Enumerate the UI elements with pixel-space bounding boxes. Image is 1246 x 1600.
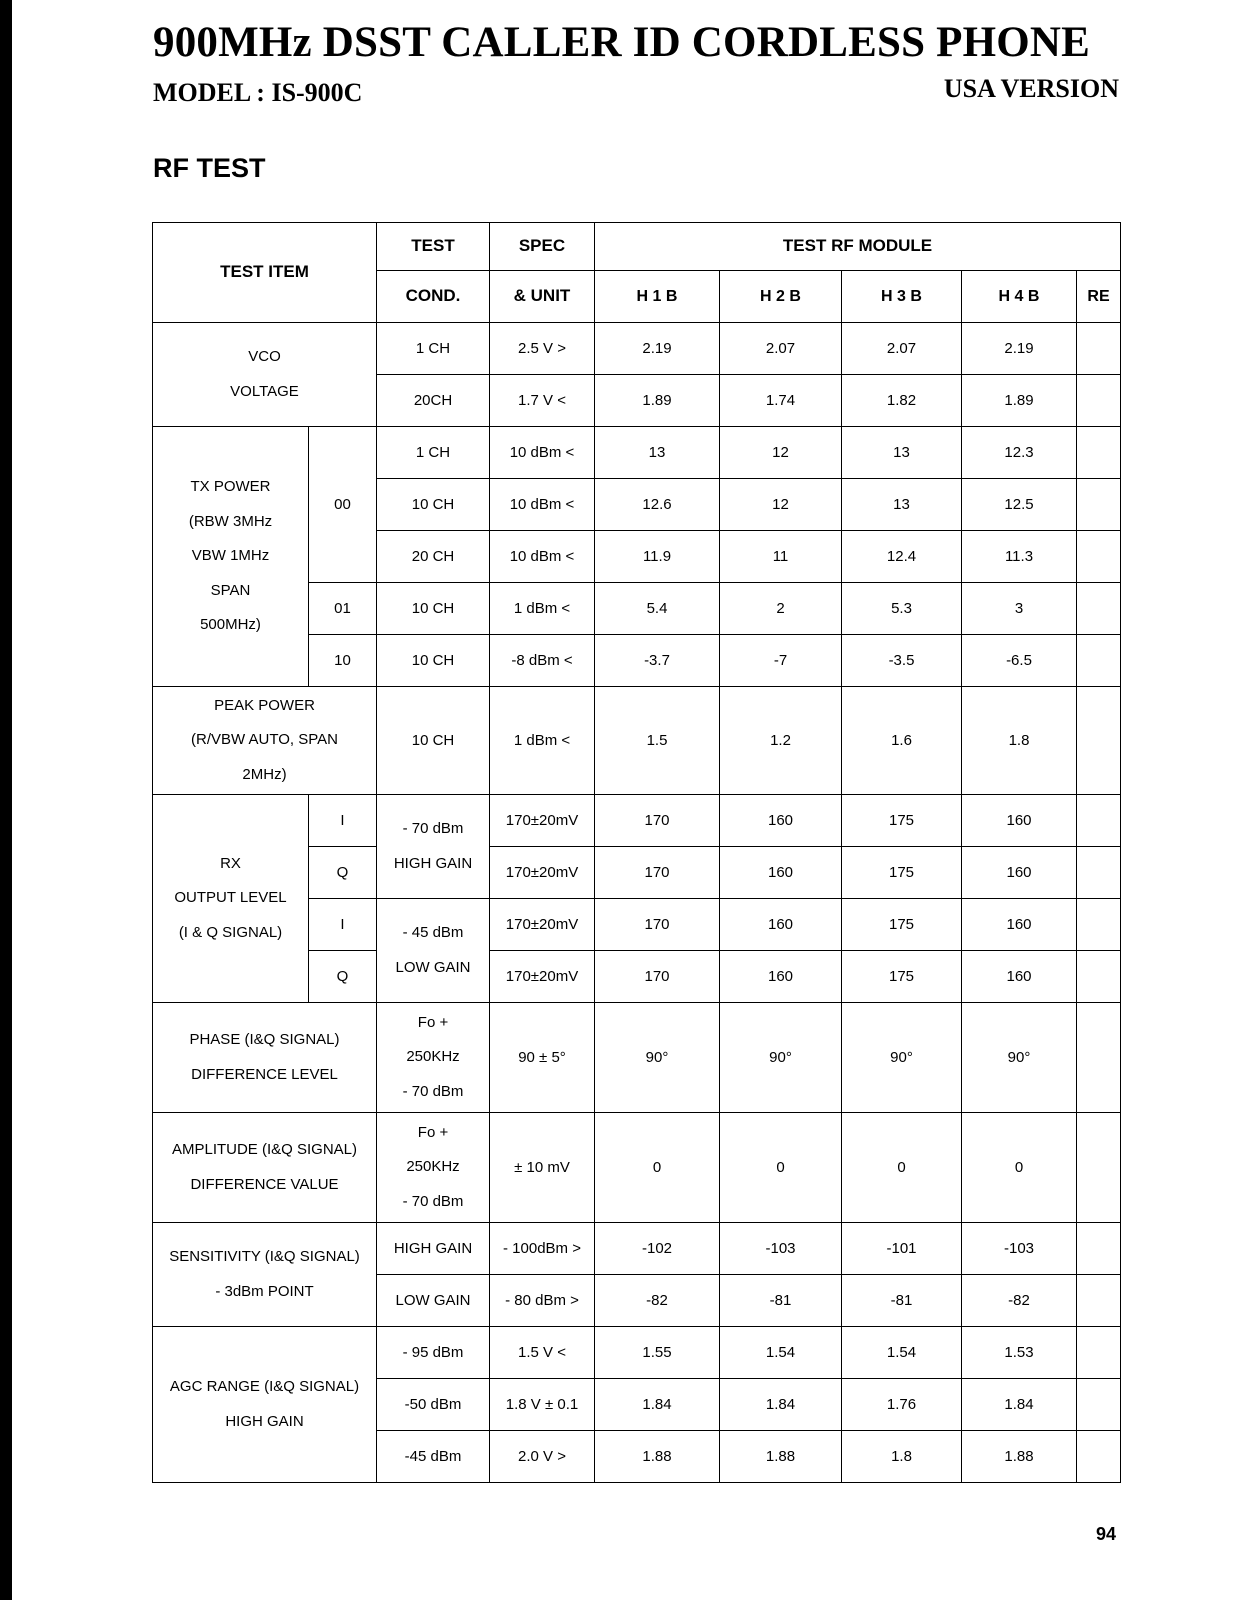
value-cell: 1.88 xyxy=(595,1431,720,1483)
value-cell: 170 xyxy=(595,951,720,1003)
cell-line: DIFFERENCE VALUE xyxy=(190,1175,339,1193)
value-cell: 170 xyxy=(595,795,720,847)
peak-power-label xyxy=(153,687,377,795)
value-cell: 13 xyxy=(842,427,962,479)
spec-cell: 1.8 V ± 0.1 xyxy=(490,1379,595,1431)
cell-line: HIGH GAIN xyxy=(225,1412,304,1430)
spec-cell: 90 ± 5° xyxy=(490,1003,595,1113)
value-cell: -81 xyxy=(842,1275,962,1327)
cond-cell: 1 CH xyxy=(377,323,490,375)
table-row xyxy=(153,1113,1121,1223)
value-cell: 13 xyxy=(842,479,962,531)
empty-cell xyxy=(1077,1431,1121,1483)
value-cell: 175 xyxy=(842,847,962,899)
cond-cell: 20CH xyxy=(377,375,490,427)
table-row xyxy=(153,1003,1121,1113)
value-cell: -103 xyxy=(962,1223,1077,1275)
value-cell: 0 xyxy=(720,1113,842,1223)
empty-cell xyxy=(1077,375,1121,427)
agc-range-label xyxy=(153,1327,377,1483)
value-cell: 13 xyxy=(595,427,720,479)
value-cell: 1.84 xyxy=(720,1379,842,1431)
value-cell: 1.5 xyxy=(595,687,720,795)
spec-cell: ± 10 mV xyxy=(490,1113,595,1223)
header-re: RE xyxy=(1077,271,1121,323)
header-h4b: H 4 B xyxy=(962,271,1077,323)
value-cell: 1.53 xyxy=(962,1327,1077,1379)
cell-line: LOW GAIN xyxy=(395,958,471,976)
value-cell: 2.19 xyxy=(595,323,720,375)
spec-cell: 10 dBm < xyxy=(490,479,595,531)
value-cell: 1.2 xyxy=(720,687,842,795)
header-unit: & UNIT xyxy=(490,271,595,323)
value-cell: 170 xyxy=(595,899,720,951)
table-row xyxy=(153,223,1121,271)
value-cell: 0 xyxy=(595,1113,720,1223)
value-cell: 1.84 xyxy=(595,1379,720,1431)
value-cell: 1.55 xyxy=(595,1327,720,1379)
cond-cell xyxy=(377,1003,490,1113)
value-cell: 5.3 xyxy=(842,583,962,635)
value-cell: 1.89 xyxy=(962,375,1077,427)
value-cell: -102 xyxy=(595,1223,720,1275)
spec-cell: 2.5 V > xyxy=(490,323,595,375)
value-cell: 160 xyxy=(720,847,842,899)
cond-cell: -45 dBm xyxy=(377,1431,490,1483)
empty-cell xyxy=(1077,1379,1121,1431)
value-cell: 175 xyxy=(842,795,962,847)
phase-label xyxy=(153,1003,377,1113)
spec-cell: 1.5 V < xyxy=(490,1327,595,1379)
cell-line: PHASE (I&Q SIGNAL) xyxy=(189,1031,340,1048)
value-cell: 160 xyxy=(962,847,1077,899)
section-title: RF TEST xyxy=(153,153,266,183)
empty-cell xyxy=(1077,1275,1121,1327)
spec-cell: 1.7 V < xyxy=(490,375,595,427)
cell-line: VCO xyxy=(248,348,281,365)
cell-line: - 70 dBm xyxy=(402,1192,464,1210)
cell-line: Fo + xyxy=(417,1123,449,1141)
value-cell: 160 xyxy=(962,899,1077,951)
signal-cell: I xyxy=(309,899,377,951)
tx-power-label xyxy=(153,427,309,687)
cond-cell xyxy=(377,1113,490,1223)
value-cell: 0 xyxy=(962,1113,1077,1223)
value-cell: 12 xyxy=(720,479,842,531)
value-cell: 12 xyxy=(720,427,842,479)
value-cell: 160 xyxy=(720,951,842,1003)
cell-line: - 70 dBm xyxy=(402,1082,464,1100)
empty-cell xyxy=(1077,951,1121,1003)
empty-cell xyxy=(1077,847,1121,899)
cond-cell: - 95 dBm xyxy=(377,1327,490,1379)
value-cell: 175 xyxy=(842,951,962,1003)
value-cell: 2 xyxy=(720,583,842,635)
value-cell: -101 xyxy=(842,1223,962,1275)
value-cell: 1.8 xyxy=(962,687,1077,795)
cond-cell: LOW GAIN xyxy=(377,1275,490,1327)
table-row xyxy=(153,427,1121,479)
value-cell: -3.5 xyxy=(842,635,962,687)
cell-line: AGC RANGE (I&Q SIGNAL) xyxy=(169,1378,360,1395)
value-cell: 1.88 xyxy=(962,1431,1077,1483)
spec-cell: 1 dBm < xyxy=(490,583,595,635)
version-label: USA VERSION xyxy=(943,74,1119,103)
value-cell: 1.82 xyxy=(842,375,962,427)
signal-cell: Q xyxy=(309,847,377,899)
empty-cell xyxy=(1077,583,1121,635)
value-cell: 0 xyxy=(842,1113,962,1223)
value-cell: 175 xyxy=(842,899,962,951)
cell-line: TX POWER xyxy=(190,478,271,496)
spec-cell: - 80 dBm > xyxy=(490,1275,595,1327)
cell-line: 2MHz) xyxy=(242,765,287,783)
empty-cell xyxy=(1077,1113,1121,1223)
cell-line: - 45 dBm xyxy=(402,924,464,941)
tx-mode-code: 10 xyxy=(309,635,377,687)
table-row xyxy=(153,687,1121,795)
cond-cell: 1 CH xyxy=(377,427,490,479)
cond-cell: 10 CH xyxy=(377,583,490,635)
cell-line: - 3dBm POINT xyxy=(215,1282,314,1300)
value-cell: -3.7 xyxy=(595,635,720,687)
cell-line: (I & Q SIGNAL) xyxy=(178,923,283,941)
cell-line: DIFFERENCE LEVEL xyxy=(191,1065,338,1083)
value-cell: 90° xyxy=(962,1003,1077,1113)
amplitude-label xyxy=(153,1113,377,1223)
rx-output-label xyxy=(153,795,309,1003)
spec-cell: - 100dBm > xyxy=(490,1223,595,1275)
value-cell: 12.4 xyxy=(842,531,962,583)
spec-cell: 170±20mV xyxy=(490,899,595,951)
value-cell: 1.88 xyxy=(720,1431,842,1483)
header-cond: COND. xyxy=(377,271,490,323)
value-cell: 2.19 xyxy=(962,323,1077,375)
value-cell: 1.54 xyxy=(720,1327,842,1379)
spec-cell: 2.0 V > xyxy=(490,1431,595,1483)
header-h3b: H 3 B xyxy=(842,271,962,323)
cond-cell: -50 dBm xyxy=(377,1379,490,1431)
header-test-rf-module: TEST RF MODULE xyxy=(595,223,1121,271)
spec-cell: 170±20mV xyxy=(490,847,595,899)
empty-cell xyxy=(1077,1003,1121,1113)
document-title: 900MHz DSST CALLER ID CORDLESS PHONE xyxy=(153,19,1091,66)
table-row xyxy=(153,1223,1121,1275)
cell-line: RX xyxy=(220,854,241,872)
table-row xyxy=(153,795,1121,847)
empty-cell xyxy=(1077,635,1121,687)
empty-cell xyxy=(1077,323,1121,375)
value-cell: 12.3 xyxy=(962,427,1077,479)
value-cell: 12.6 xyxy=(595,479,720,531)
cond-cell: 10 CH xyxy=(377,635,490,687)
cond-cell: 10 CH xyxy=(377,479,490,531)
value-cell: 1.76 xyxy=(842,1379,962,1431)
value-cell: -82 xyxy=(962,1275,1077,1327)
value-cell: 5.4 xyxy=(595,583,720,635)
rf-test-table xyxy=(152,222,1121,1483)
table-row xyxy=(153,323,1121,375)
value-cell: 12.5 xyxy=(962,479,1077,531)
value-cell: -7 xyxy=(720,635,842,687)
value-cell: 90° xyxy=(842,1003,962,1113)
spec-cell: 170±20mV xyxy=(490,951,595,1003)
value-cell: 160 xyxy=(962,795,1077,847)
rx-cond-cell xyxy=(377,795,490,899)
tx-mode-code: 00 xyxy=(309,427,377,583)
signal-cell: Q xyxy=(309,951,377,1003)
value-cell: 1.8 xyxy=(842,1431,962,1483)
cell-line: 500MHz) xyxy=(200,616,261,634)
value-cell: 160 xyxy=(962,951,1077,1003)
page-number: 94 xyxy=(1095,1524,1116,1544)
value-cell: 170 xyxy=(595,847,720,899)
empty-cell xyxy=(1077,1327,1121,1379)
value-cell: 1.84 xyxy=(962,1379,1077,1431)
spec-cell: 170±20mV xyxy=(490,795,595,847)
value-cell: -82 xyxy=(595,1275,720,1327)
value-cell: 90° xyxy=(595,1003,720,1113)
cell-line: HIGH GAIN xyxy=(393,854,473,872)
cell-line: Fo + xyxy=(417,1013,449,1031)
vco-voltage-label xyxy=(153,323,377,427)
sensitivity-label xyxy=(153,1223,377,1327)
value-cell: 160 xyxy=(720,795,842,847)
cell-line: - 70 dBm xyxy=(402,820,464,837)
header-spec: SPEC xyxy=(490,223,595,271)
spec-cell: 10 dBm < xyxy=(490,427,595,479)
value-cell: 1.89 xyxy=(595,375,720,427)
cell-line: SPAN xyxy=(210,581,251,599)
cell-line: (RBW 3MHz xyxy=(188,512,273,530)
empty-cell xyxy=(1077,899,1121,951)
cond-cell: HIGH GAIN xyxy=(377,1223,490,1275)
model-number: MODEL : IS-900C xyxy=(153,78,363,107)
cell-line: VBW 1MHz xyxy=(191,547,270,565)
spec-cell: 10 dBm < xyxy=(490,531,595,583)
value-cell: 3 xyxy=(962,583,1077,635)
header-h1b: H 1 B xyxy=(595,271,720,323)
cell-line: AMPLITUDE (I&Q SIGNAL) xyxy=(171,1141,358,1158)
empty-cell xyxy=(1077,1223,1121,1275)
value-cell: 90° xyxy=(720,1003,842,1113)
empty-cell xyxy=(1077,531,1121,583)
header-test-item: TEST ITEM xyxy=(153,223,377,323)
value-cell: 11.3 xyxy=(962,531,1077,583)
value-cell: 11.9 xyxy=(595,531,720,583)
page-edge-bar xyxy=(0,0,12,1600)
value-cell: -6.5 xyxy=(962,635,1077,687)
cell-line: OUTPUT LEVEL xyxy=(174,889,287,907)
spec-cell: 1 dBm < xyxy=(490,687,595,795)
value-cell: 1.74 xyxy=(720,375,842,427)
signal-cell: I xyxy=(309,795,377,847)
tx-mode-code: 01 xyxy=(309,583,377,635)
cond-cell: 20 CH xyxy=(377,531,490,583)
table-row xyxy=(153,1327,1121,1379)
empty-cell xyxy=(1077,795,1121,847)
value-cell: 160 xyxy=(720,899,842,951)
value-cell: 1.54 xyxy=(842,1327,962,1379)
cell-line: SENSITIVITY (I&Q SIGNAL) xyxy=(169,1248,360,1265)
empty-cell xyxy=(1077,479,1121,531)
header-test: TEST xyxy=(377,223,490,271)
rx-cond-cell xyxy=(377,899,490,1003)
value-cell: 2.07 xyxy=(720,323,842,375)
value-cell: -81 xyxy=(720,1275,842,1327)
value-cell: 11 xyxy=(720,531,842,583)
cond-cell: 10 CH xyxy=(377,687,490,795)
empty-cell xyxy=(1077,687,1121,795)
spec-cell: -8 dBm < xyxy=(490,635,595,687)
value-cell: 2.07 xyxy=(842,323,962,375)
cell-line: 250KHz xyxy=(406,1158,460,1176)
header-h2b: H 2 B xyxy=(720,271,842,323)
value-cell: -103 xyxy=(720,1223,842,1275)
empty-cell xyxy=(1077,427,1121,479)
cell-line: PEAK POWER xyxy=(214,696,315,714)
value-cell: 1.6 xyxy=(842,687,962,795)
cell-line: VOLTAGE xyxy=(230,382,299,400)
cell-line: 250KHz xyxy=(406,1048,460,1066)
cell-line: (R/VBW AUTO, SPAN xyxy=(191,731,338,749)
